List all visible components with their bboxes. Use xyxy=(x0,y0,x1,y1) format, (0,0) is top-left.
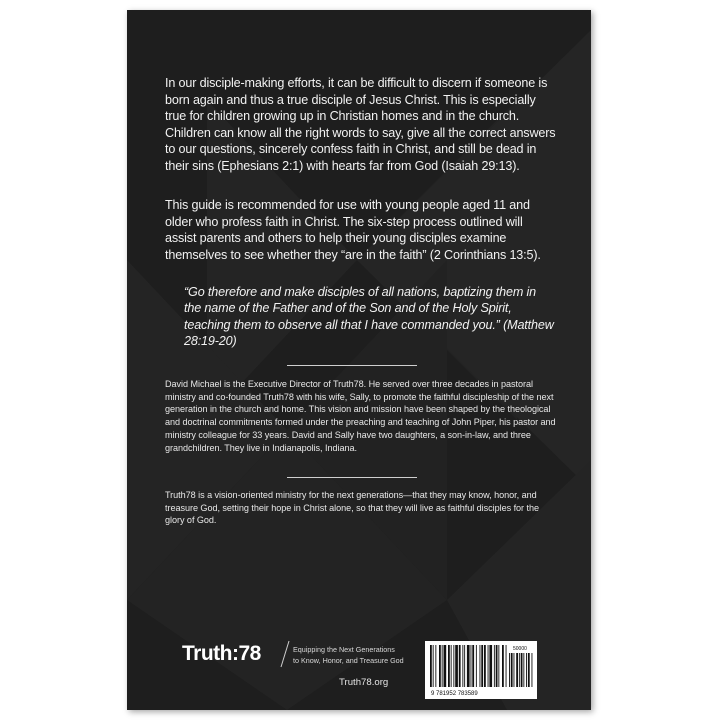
tagline-line-2: to Know, Honor, and Treasure God xyxy=(293,655,404,665)
publisher-logo: Truth:78 xyxy=(182,642,261,665)
divider-line xyxy=(287,477,417,478)
tagline-line-1: Equipping the Next Generations xyxy=(293,645,395,654)
barcode-icon xyxy=(425,641,537,699)
isbn-number: 9 781952 783589 xyxy=(431,691,478,697)
price-code: 50000 xyxy=(513,646,527,652)
isbn-barcode xyxy=(425,641,537,699)
mission-statement: Truth78 is a vision-oriented ministry for the next generations—that they may know, honor, and treasure God, setting their hope in Christ alone, so that they will live as faithful disciples for the glory of God. xyxy=(165,490,540,526)
scripture-quote: “Go therefore and make disciples of all nations, baptizing them in the name of the Father and of the Son and of the Holy Spirit, teaching them to observe all that I have commanded you.” (Matthew 28:19-20) xyxy=(184,285,554,349)
book-back-cover xyxy=(127,10,591,710)
author-bio: David Michael is the Executive Director of Truth78. He served over three decades in pastoral ministry and co-founded Truth78 with his wife, Sally, to promote the faithful discipleship of the next generation in the church and home. This vision and mission have been shaped by the theological and doctrinal commitments formed under the preaching and teaching of John Piper, his pastor and ministry colleague for 33 years. David and Sally have two daughters, a son-in-law, and three grandchildren. They live in Indianapolis, Indiana. xyxy=(165,379,556,453)
slash-divider-icon xyxy=(280,640,290,668)
description-paragraph-2: This guide is recommended for use with young people aged 11 and older who profess faith in Christ. The six-step process outlined will assist parents and others to help their young disciples examine themselves to see whether they “are in the faith” (2 Corinthians 13:5). xyxy=(165,198,541,262)
publisher-tagline xyxy=(293,645,423,666)
description-paragraph-1: In our disciple-making efforts, it can be difficult to discern if someone is born again and thus a true disciple of Jesus Christ. This is especially true for children growing up in Christian homes and in the church. Children can know all the right words to say, give all the correct answers to our questions, sincerely confess faith in Christ, and still be dead in their sins (Ephesians 2:1) with hearts far from God (Isaiah 29:13). xyxy=(165,76,556,173)
publisher-website: Truth78.org xyxy=(339,677,389,688)
divider-line xyxy=(287,365,417,366)
